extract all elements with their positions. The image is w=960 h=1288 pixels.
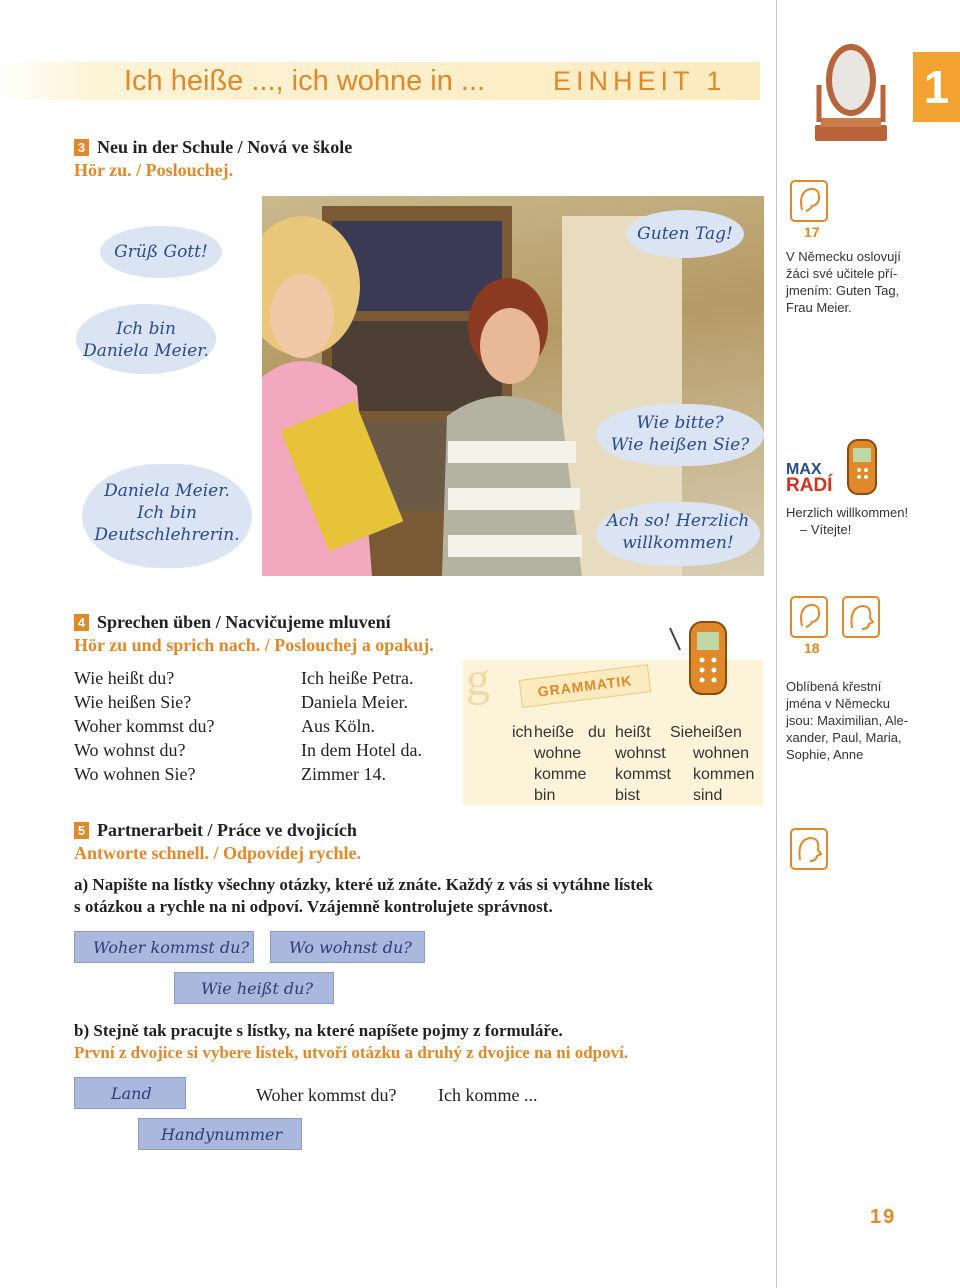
bubble-wie-bitte (596, 404, 764, 466)
max-text-line1: Herzlich willkommen! (786, 505, 909, 520)
unit-label: EINHEIT 1 (553, 66, 727, 96)
sidebar17-line: žáci své učitele pří- (786, 266, 898, 281)
sidebar18-text (786, 678, 908, 763)
bubble-dl-line3: Deutschlehrerin. (94, 525, 240, 545)
word-card: Handynummer (138, 1118, 302, 1150)
section4-heading (74, 612, 391, 633)
speaking-head-icon (842, 596, 882, 640)
answer-list (301, 666, 422, 786)
section5-title: Partnerarbeit / Práce ve dvojicích (97, 820, 357, 840)
sidebar18-line: jména v Německu (786, 696, 891, 711)
section3-heading (74, 137, 352, 158)
grammar-form: komme (534, 766, 587, 783)
page-number: 19 (870, 1206, 897, 1228)
grammar-form: sind (693, 787, 723, 804)
mirror-illustration (803, 40, 895, 146)
section4-number: 4 (74, 614, 89, 631)
answer-item: Zimmer 14. (301, 764, 386, 784)
grammar-col-du (615, 722, 671, 806)
section5-heading (74, 820, 357, 841)
phone-mascot-icon (838, 430, 888, 500)
bubble-wie-bitte-line2: Wie heißen Sie? (610, 435, 750, 455)
max-text (786, 504, 908, 538)
bubble-guten-tag-text: Guten Tag! (637, 224, 733, 244)
bubble-gruss-text: Grüß Gott! (114, 242, 208, 262)
task-a-line1: a) Napište na lístky všechny otázky, které už znáte. Každý z vás si vytáhne lístek (74, 875, 653, 894)
grammar-form: wohnst (615, 745, 666, 762)
bubble-herzlich-line2: willkommen! (622, 533, 734, 553)
example-question: Woher kommst du? (256, 1085, 397, 1105)
grammar-pronoun-sie: Sie (670, 724, 694, 741)
grammar-form: bist (615, 787, 640, 804)
grammar-label: GRAMMATIK (519, 664, 651, 708)
grammar-form: kommst (615, 766, 671, 783)
section3-title: Neu in der Schule / Nová ve škole (97, 137, 353, 157)
sidebar17-number: 17 (804, 224, 820, 240)
question-list (74, 666, 215, 786)
bubble-ich-bin (76, 304, 216, 374)
sidebar17-text (786, 248, 901, 316)
bubble-ich-bin-line2: Daniela Meier. (83, 341, 209, 361)
phone-mascot-grammar-icon (660, 600, 750, 700)
bubble-wie-bitte-line1: Wie bitte? (636, 413, 724, 433)
bubble-ich-bin-line1: Ich bin (116, 319, 176, 339)
grammar-form: heißt (615, 724, 651, 741)
speaking-head-icon (790, 828, 830, 872)
word-card: Woher kommst du? (74, 931, 254, 963)
sidebar18-line: Oblíbená křestní (786, 679, 882, 694)
bubble-herzlich-line1: Ach so! Herzlich (606, 511, 750, 531)
grammar-form: heißen (693, 724, 742, 741)
grammar-col-ich (534, 722, 586, 806)
answer-item: Daniela Meier. (301, 692, 408, 712)
bubble-dl-line1: Daniela Meier. (104, 481, 230, 501)
question-item: Wo wohnst du? (74, 740, 186, 760)
question-item: Wie heißen Sie? (74, 692, 192, 712)
sidebar18-line: Sophie, Anne (786, 747, 864, 762)
task-b-line2: První z dvojice si vybere lístek, utvoří otázku a druhý z dvojice na ni odpoví. (74, 1043, 629, 1062)
grammar-form: wohnen (693, 745, 750, 762)
task-b (74, 1020, 628, 1064)
grammar-letter: g (466, 653, 490, 706)
grammar-form: kommen (693, 766, 755, 783)
max-label-line1: MAX (786, 461, 822, 478)
sidebar18-number: 18 (804, 640, 820, 656)
section4-title: Sprechen üben / Nacvičujeme mluvení (97, 612, 391, 632)
sidebar17-line: jmením: Guten Tag, (786, 283, 900, 298)
task-a-line2: s otázkou a rychle na ni odpoví. Vzájemně kontrolujete správnost. (74, 897, 553, 916)
answer-item: In dem Hotel da. (301, 740, 422, 760)
section3-instruction: Hör zu. / Poslouchej. (74, 160, 234, 180)
question-item: Wie heißt du? (74, 668, 175, 688)
task-b-line1: b) Stejně tak pracujte s lístky, na které napíšete pojmy z formuláře. (74, 1021, 563, 1040)
bubble-deutschlehrerin (82, 464, 252, 568)
question-item: Woher kommst du? (74, 716, 215, 736)
unit-tab: 1 (913, 52, 960, 122)
grammar-form: bin (534, 787, 556, 804)
task-a (74, 874, 653, 918)
sidebar18-line: xander, Paul, Maria, (786, 730, 902, 745)
grammar-pronoun-du: du (588, 724, 606, 741)
margin-divider (776, 0, 777, 1288)
section5-instruction: Antworte schnell. / Odpovídej rychle. (74, 843, 361, 863)
chapter-title: Ich heiße ..., ich wohne in ... (124, 65, 486, 97)
max-label (786, 462, 832, 494)
grammar-form: wohne (534, 745, 582, 762)
grammar-form: heiße (534, 724, 575, 741)
example-answer: Ich komme ... (438, 1085, 538, 1105)
sidebar17-line: V Německu oslovují (786, 249, 901, 264)
bubble-herzlich (596, 502, 760, 566)
answer-item: Ich heiße Petra. (301, 668, 414, 688)
ear-icon (790, 596, 830, 640)
grammar-pronoun-ich: ich (512, 724, 533, 741)
bubble-guten-tag (626, 210, 744, 258)
section5-number: 5 (74, 822, 89, 839)
word-card: Wo wohnst du? (270, 931, 425, 963)
question-item: Wo wohnen Sie? (74, 764, 196, 784)
sidebar17-line: Frau Meier. (786, 300, 852, 315)
section3-number: 3 (74, 139, 89, 156)
bubble-dl-line2: Ich bin (137, 503, 197, 523)
sidebar18-line: jsou: Maximilian, Ale- (786, 713, 909, 728)
ear-icon (790, 180, 830, 224)
bubble-gruss-gott (100, 226, 222, 278)
word-card: Land (74, 1077, 186, 1109)
grammar-col-sie (693, 722, 754, 806)
max-label-line2: RADÍ (786, 475, 833, 496)
word-card: Wie heißt du? (174, 972, 334, 1004)
answer-item: Aus Köln. (301, 716, 376, 736)
section4-instruction: Hör zu und sprich nach. / Poslouchej a opakuj. (74, 635, 434, 655)
max-text-line2: – Vítejte! (800, 522, 852, 537)
